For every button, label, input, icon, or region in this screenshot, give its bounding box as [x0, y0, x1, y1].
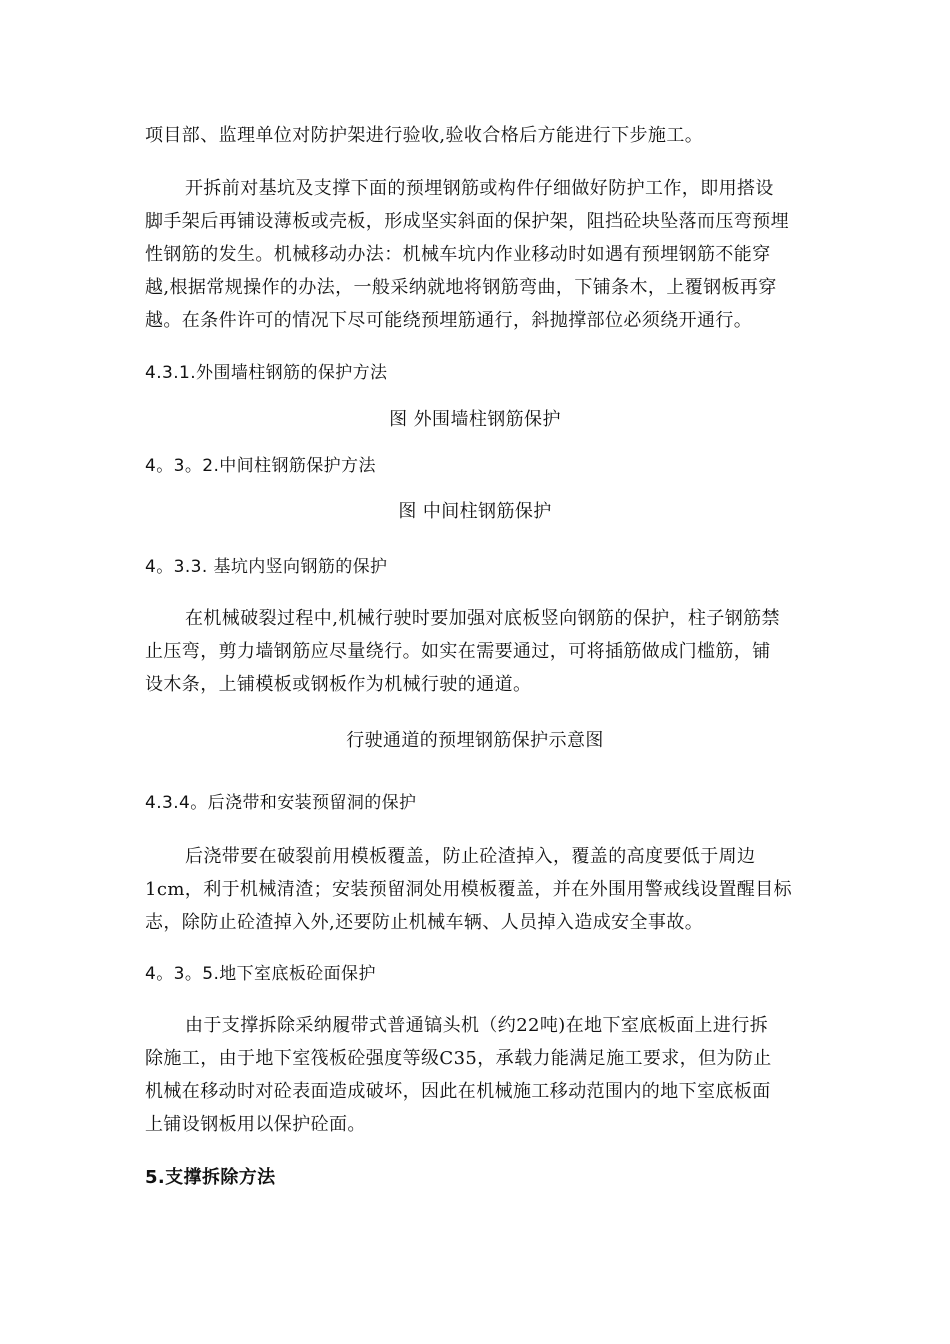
paragraph-line: 1cm，利于机械清渣；安装预留洞处用模板覆盖，并在外围用警戒线设置醒目标	[145, 879, 792, 900]
paragraph-line: 上铺设钢板用以保护砼面。	[145, 1114, 366, 1135]
figure-caption: 图 外围墙柱钢筋保护	[389, 409, 561, 430]
paragraph-line: 越,根据常规操作的办法，一般采纳就地将钢筋弯曲，下铺条木，上覆钢板再穿	[145, 277, 777, 298]
paragraph-line: 在机械破裂过程中,机械行驶时要加强对底板竖向钢筋的保护，柱子钢筋禁	[185, 608, 780, 629]
paragraph-line: 由于支撑拆除采纳履带式普通镐头机（约22吨)在地下室底板面上进行拆	[185, 1015, 769, 1036]
paragraph-line: 除施工，由于地下室筏板砼强度等级C35，承载力能满足施工要求，但为防止	[145, 1048, 772, 1069]
paragraph-line: 越。在条件许可的情况下尽可能绕预埋筋通行，斜抛撑部位必须绕开通行。	[145, 310, 753, 331]
figure-caption: 图 中间柱钢筋保护	[398, 501, 552, 522]
paragraph-line: 设木条，上铺模板或钢板作为机械行驶的通道。	[145, 674, 532, 695]
paragraph-line: 脚手架后再铺设薄板或壳板，形成坚实斜面的保护架，阻挡砼块坠落而压弯预埋	[145, 211, 789, 232]
paragraph-line: 性钢筋的发生。机械移动办法：机械车坑内作业移动时如遇有预埋钢筋不能穿	[145, 244, 771, 265]
paragraph-line: 后浇带要在破裂前用模板覆盖，防止砼渣掉入，覆盖的高度要低于周边	[185, 846, 756, 867]
paragraph-line: 止压弯，剪力墙钢筋应尽量绕行。如实在需要通过，可将插筋做成门槛筋，铺	[145, 641, 771, 662]
section-heading-4-3-1: 4.3.1.外围墙柱钢筋的保护方法	[145, 363, 388, 383]
section-heading-4-3-2: 4。3。2.中间柱钢筋保护方法	[145, 456, 376, 476]
section-heading-4-3-5: 4。3。5.地下室底板砼面保护	[145, 964, 376, 984]
paragraph-line: 项目部、监理单位对防护架进行验收,验收合格后方能进行下步施工。	[145, 125, 704, 146]
paragraph-line: 开拆前对基坑及支撑下面的预埋钢筋或构件仔细做好防护工作，即用搭设	[185, 178, 774, 199]
section-heading-4-3-3: 4。3.3. 基坑内竖向钢筋的保护	[145, 557, 388, 577]
figure-caption: 行驶通道的预埋钢筋保护示意图	[346, 730, 604, 751]
section-heading-4-3-4: 4.3.4。后浇带和安装预留洞的保护	[145, 793, 417, 813]
paragraph-line: 机械在移动时对砼表面造成破坏，因此在机械施工移动范围内的地下室底板面	[145, 1081, 771, 1102]
paragraph-line: 志，除防止砼渣掉入外,还要防止机械车辆、人员掉入造成安全事故。	[145, 912, 704, 933]
section-heading-5: 5.支撑拆除方法	[145, 1167, 276, 1188]
